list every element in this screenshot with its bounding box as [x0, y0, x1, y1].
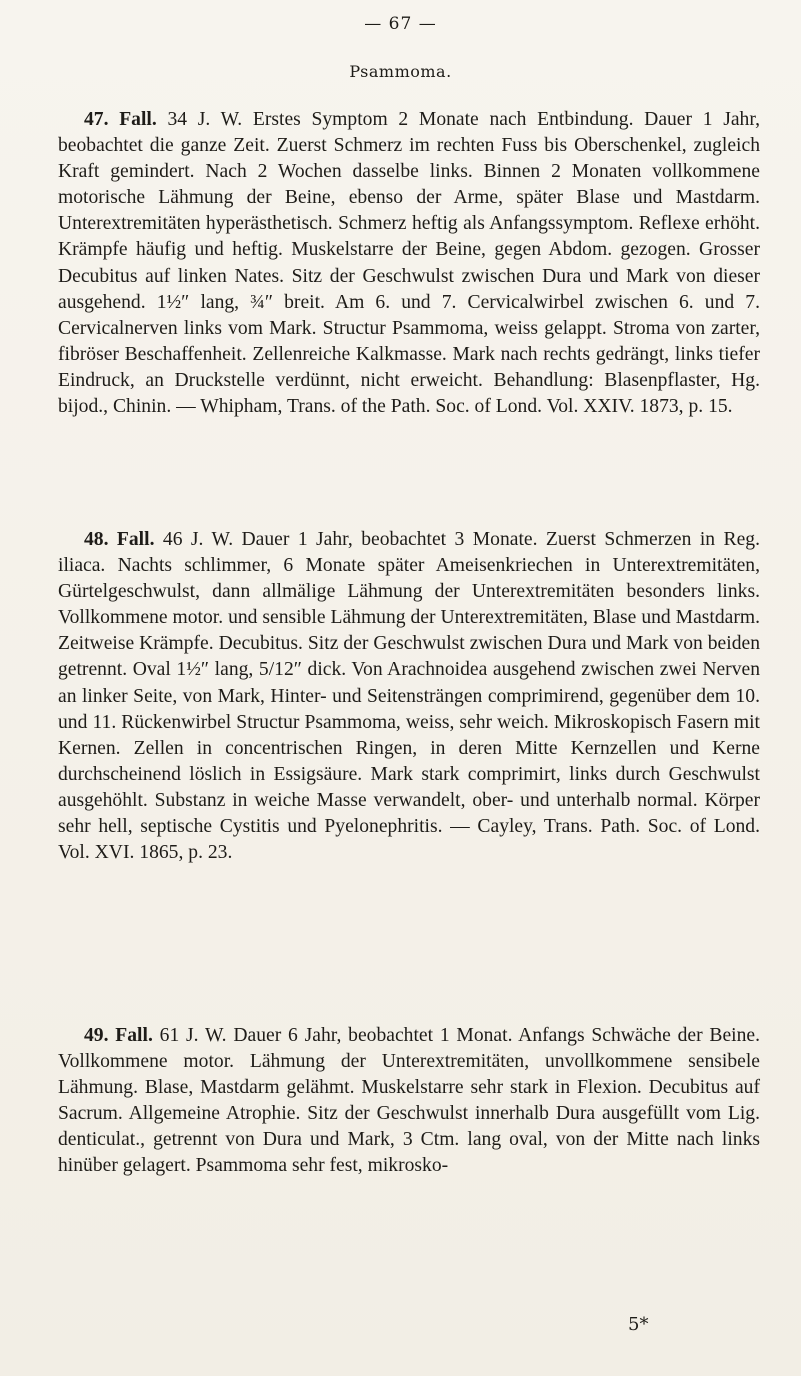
case-text: 61 J. W. Dauer 6 Jahr, beobachtet 1 Monat. Anfangs Schwäche der Beine. Vollkommene motor. Lähmung der Unterextremitäten, unvollkommene sensibele Lähmung. Blase, Mastdarm gelähmt. Muskelstarre sehr stark in Flexion. Decubitus auf Sacrum. Allgemeine Atrophie. Sitz der Geschwulst innerhalb Dura ausgefüllt vom Lig. denticulat., getrennt von Dura und Mark, 3 Ctm. lang oval, von der Mitte nach links hinüber gelagert. Psammoma sehr fest, mikrosko-: [58, 1025, 760, 1177]
case-47-paragraph: [58, 107, 760, 420]
case-text: 46 J. W. Dauer 1 Jahr, beobachtet 3 Monate. Zuerst Schmerzen in Reg. iliaca. Nachts schlimmer, 6 Monate später Ameisenkriechen in Unterextremitäten, Gürtelgeschwulst, dann allmälige Lähmung der Unterextremitäten besonders links. Vollkommene motor. und sensible Lähmung der Unterextremitäten, Blase und Mastdarm. Zeitweise Krämpfe. Decubitus. Sitz der Geschwulst zwischen Dura und Mark von beiden getrennt. Oval 1½″ lang, 5/12″ dick. Von Arachnoidea ausgehend zwischen zwei Nerven an linker Seite, von Mark, Hinter- und Seitensträngen comprimirend, gegenüber dem 10. und 11. Rückenwirbel Structur Psammoma, weiss, sehr weich. Mikroskopisch Fasern mit Kernen. Zellen in concentrischen Ringen, in deren Mitte Kernzellen und Kerne durchscheinend löslich in Essigsäure. Mark stark comprimirt, links durch Geschwulst ausgehöhlt. Substanz in weiche Masse verwandelt, ober- und unterhalb normal. Körper sehr hell, septische Cystitis und Pyelonephritis. — Cayley, Trans. Path. Soc. of Lond. Vol. XVI. 1865, p. 23.: [58, 529, 760, 864]
case-label: 47. Fall.: [84, 109, 157, 130]
case-label: 48. Fall.: [84, 529, 155, 550]
case-48-paragraph: [58, 527, 760, 866]
section-title: Psammoma.: [349, 62, 452, 81]
case-label: 49. Fall.: [84, 1025, 153, 1046]
page-number: — 67 —: [364, 14, 437, 34]
case-text: 34 J. W. Erstes Symptom 2 Monate nach Entbindung. Dauer 1 Jahr, beobachtet die ganze Zeit. Zuerst Schmerz im rechten Fuss bis Oberschenkel, zugleich Kraft gemindert. Nach 2 Wochen dasselbe links. Binnen 2 Monaten vollkommene motorische Lähmung der Beine, ebenso der Arme, später Blase und Mastdarm. Unterextremitäten hyperästhetisch. Schmerz heftig als Anfangssymptom. Reflexe erhöht. Krämpfe häufig und heftig. Muskelstarre der Beine, gegen Abdom. gezogen. Grosser Decubitus auf linken Nates. Sitz der Geschwulst zwischen Dura und Mark von dieser ausgehend. 1½″ lang, ¾″ breit. Am 6. und 7. Cervicalwirbel zwischen 6. und 7. Cervicalnerven links vom Mark. Structur Psammoma, weiss gelappt. Stroma von zarter, fibröser Beschaffenheit. Zellenreiche Kalkmasse. Mark nach rechts gedrängt, links tiefer Eindruck, an Druckstelle verdünnt, nicht erweicht. Behandlung: Blasenpflaster, Hg. bijod., Chinin. — Whipham, Trans. of the Path. Soc. of Lond. Vol. XXIV. 1873, p. 15.: [58, 109, 760, 418]
signature-mark: 5*: [628, 1314, 649, 1335]
case-49-paragraph: [58, 1023, 760, 1180]
